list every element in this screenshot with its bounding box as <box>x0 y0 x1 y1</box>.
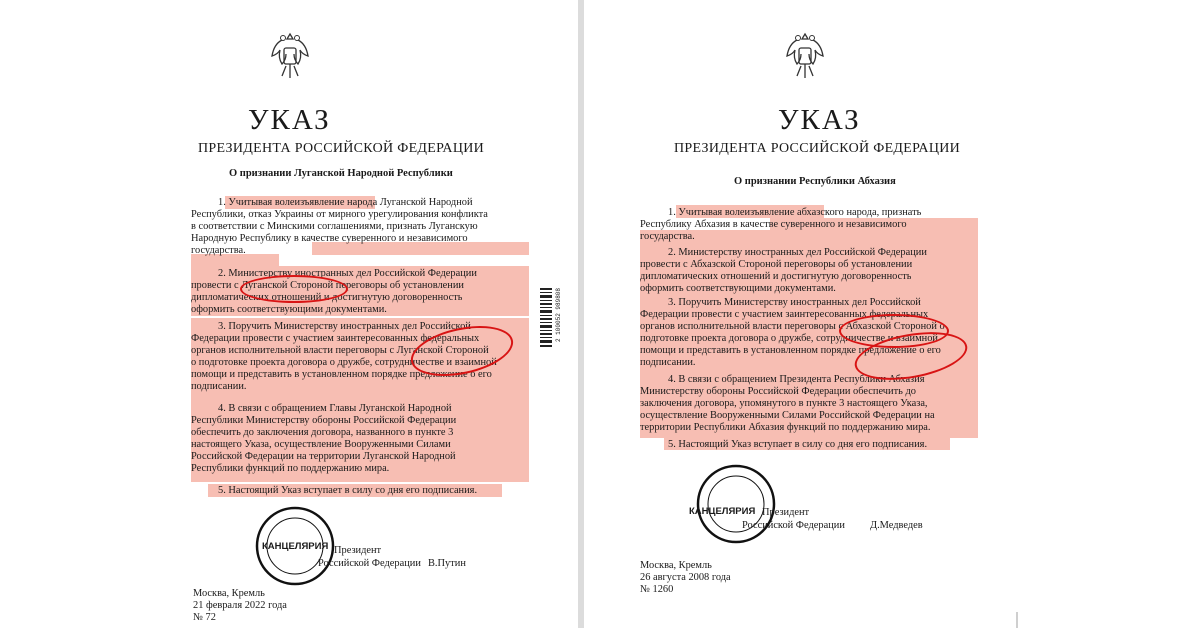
text-line: 1. Учитывая волеизъявление абхазского народа, признать <box>668 207 922 218</box>
barcode-icon <box>540 288 552 348</box>
text-line: обеспечить до заключения договора, названного в пункте 3 <box>191 427 454 438</box>
text-line: в соответствии с Минскими соглашениями, признать Луганскую <box>191 221 478 232</box>
decree-subtitle: ПРЕЗИДЕНТА РОССИЙСКОЙ ФЕДЕРАЦИИ <box>198 141 485 156</box>
signature-title-2: Российской Федерации <box>318 558 421 569</box>
decree-abkhazia <box>584 0 1200 628</box>
text-line: провести с Луганской Стороной переговоры об установлении <box>191 280 464 291</box>
coat-of-arms-icon <box>783 30 827 86</box>
text-line: о подготовке проекта договора о дружбе, сотрудничестве и взаимной <box>191 357 497 368</box>
text-line: 2. Министерству иностранных дел Российской Федерации <box>218 268 477 279</box>
place: Москва, Кремль <box>193 588 265 599</box>
text-line: подготовке проекта договора о дружбе, сотрудничестве и взаимной <box>640 333 938 344</box>
text-line: Республику Абхазия в качестве суверенного и независимого <box>640 219 907 230</box>
text-line: 4. В связи с обращением Главы Луганской Народной <box>218 403 452 414</box>
text-line: органов исполнительной власти переговоры с Луганской Стороной <box>191 345 489 356</box>
text-line: 2. Министерству иностранных дел Российской Федерации <box>668 247 927 258</box>
barcode-number: 2 100052 989808 <box>555 288 562 343</box>
place: Москва, Кремль <box>640 560 712 571</box>
text-line: Российской Федерации на территории Луганской Народной <box>191 451 456 462</box>
text-line: Министерству обороны Российской Федерации обеспечить до <box>640 386 916 397</box>
text-line: подписании. <box>640 357 696 368</box>
decree-heading: О признании Республики Абхазия <box>734 176 896 187</box>
decree-number: № 72 <box>193 612 216 623</box>
text-line: территории Республики Абхазия функций по поддержанию мира. <box>640 422 931 433</box>
text-line: органов исполнительной власти переговоры с Абхазской Стороной о <box>640 321 945 332</box>
text-line: оформить соответствующими документами. <box>640 283 836 294</box>
red-circle-annotation <box>240 275 348 303</box>
text-line: 5. Настоящий Указ вступает в силу со дня его подписания. <box>218 485 478 496</box>
text-line: 3. Поручить Министерству иностранных дел Российской <box>218 321 471 332</box>
text-line: государства. <box>640 231 695 242</box>
text-line: 3. Поручить Министерству иностранных дел Российской <box>668 297 921 308</box>
coat-of-arms-icon <box>268 30 312 86</box>
decree-number: № 1260 <box>640 584 674 595</box>
text-line: дипломатических отношений и достигнутую договоренность <box>640 271 912 282</box>
stamp-text: КАНЦЕЛЯРИЯ <box>262 541 329 552</box>
text-line: подписании. <box>191 381 247 392</box>
signature-title-2: Российской Федерации <box>742 520 845 531</box>
signature-name: В.Путин <box>428 558 466 569</box>
decree-heading: О признании Луганской Народной Республики <box>229 168 453 179</box>
text-line: Республики, отказ Украины от мирного урегулирования конфликта <box>191 209 488 220</box>
divider-tick <box>1016 612 1018 628</box>
text-line: оформить соответствующими документами. <box>191 304 387 315</box>
decree-luhansk <box>0 0 578 628</box>
signature-title-1: Президент <box>762 507 810 518</box>
text-line: 5. Настоящий Указ вступает в силу со дня его подписания. <box>668 439 928 450</box>
decree-subtitle: ПРЕЗИДЕНТА РОССИЙСКОЙ ФЕДЕРАЦИИ <box>674 141 961 156</box>
text-line: провести с Абхазской Стороной переговоры об установлении <box>640 259 913 270</box>
text-line: 1. Учитывая волеизъявление народа Луганской Народной <box>218 197 473 208</box>
text-line: Народную Республику в качестве суверенного и независимого <box>191 233 468 244</box>
stamp-seal <box>695 463 777 545</box>
text-line: помощи и представить в установленном порядке предложение о его <box>640 345 941 356</box>
text-line: государства. <box>191 245 246 256</box>
signature-title-1: Президент <box>334 545 382 556</box>
text-line: настоящего Указа, осуществление Вооруженными Силами <box>191 439 451 450</box>
text-line: Республики Министерству обороны Российской Федерации <box>191 415 457 426</box>
text-line: 4. В связи с обращением Президента Республики Абхазия <box>668 374 925 385</box>
signature-name: Д.Медведев <box>870 520 923 531</box>
text-line: Федерации провести с участием заинтересованных федеральных <box>640 309 929 320</box>
stamp-text: КАНЦЕЛЯРИЯ <box>689 506 756 517</box>
decree-title: УКАЗ <box>778 104 861 136</box>
decree-title: УКАЗ <box>248 104 331 136</box>
date: 26 августа 2008 года <box>640 572 731 583</box>
text-line: Республики функций по поддержанию мира. <box>191 463 390 474</box>
text-line: заключения договора, упомянутого в пункте 3 настоящего Указа, <box>640 398 928 409</box>
date: 21 февраля 2022 года <box>193 600 287 611</box>
text-line: помощи и представить в установленном порядке предложение о его <box>191 369 492 380</box>
text-line: осуществление Вооруженными Силами Российской Федерации на <box>640 410 935 421</box>
text-line: Федерации провести с участием заинтересованных федеральных <box>191 333 480 344</box>
text-line: дипломатических отношений и достигнутую договоренность <box>191 292 463 303</box>
